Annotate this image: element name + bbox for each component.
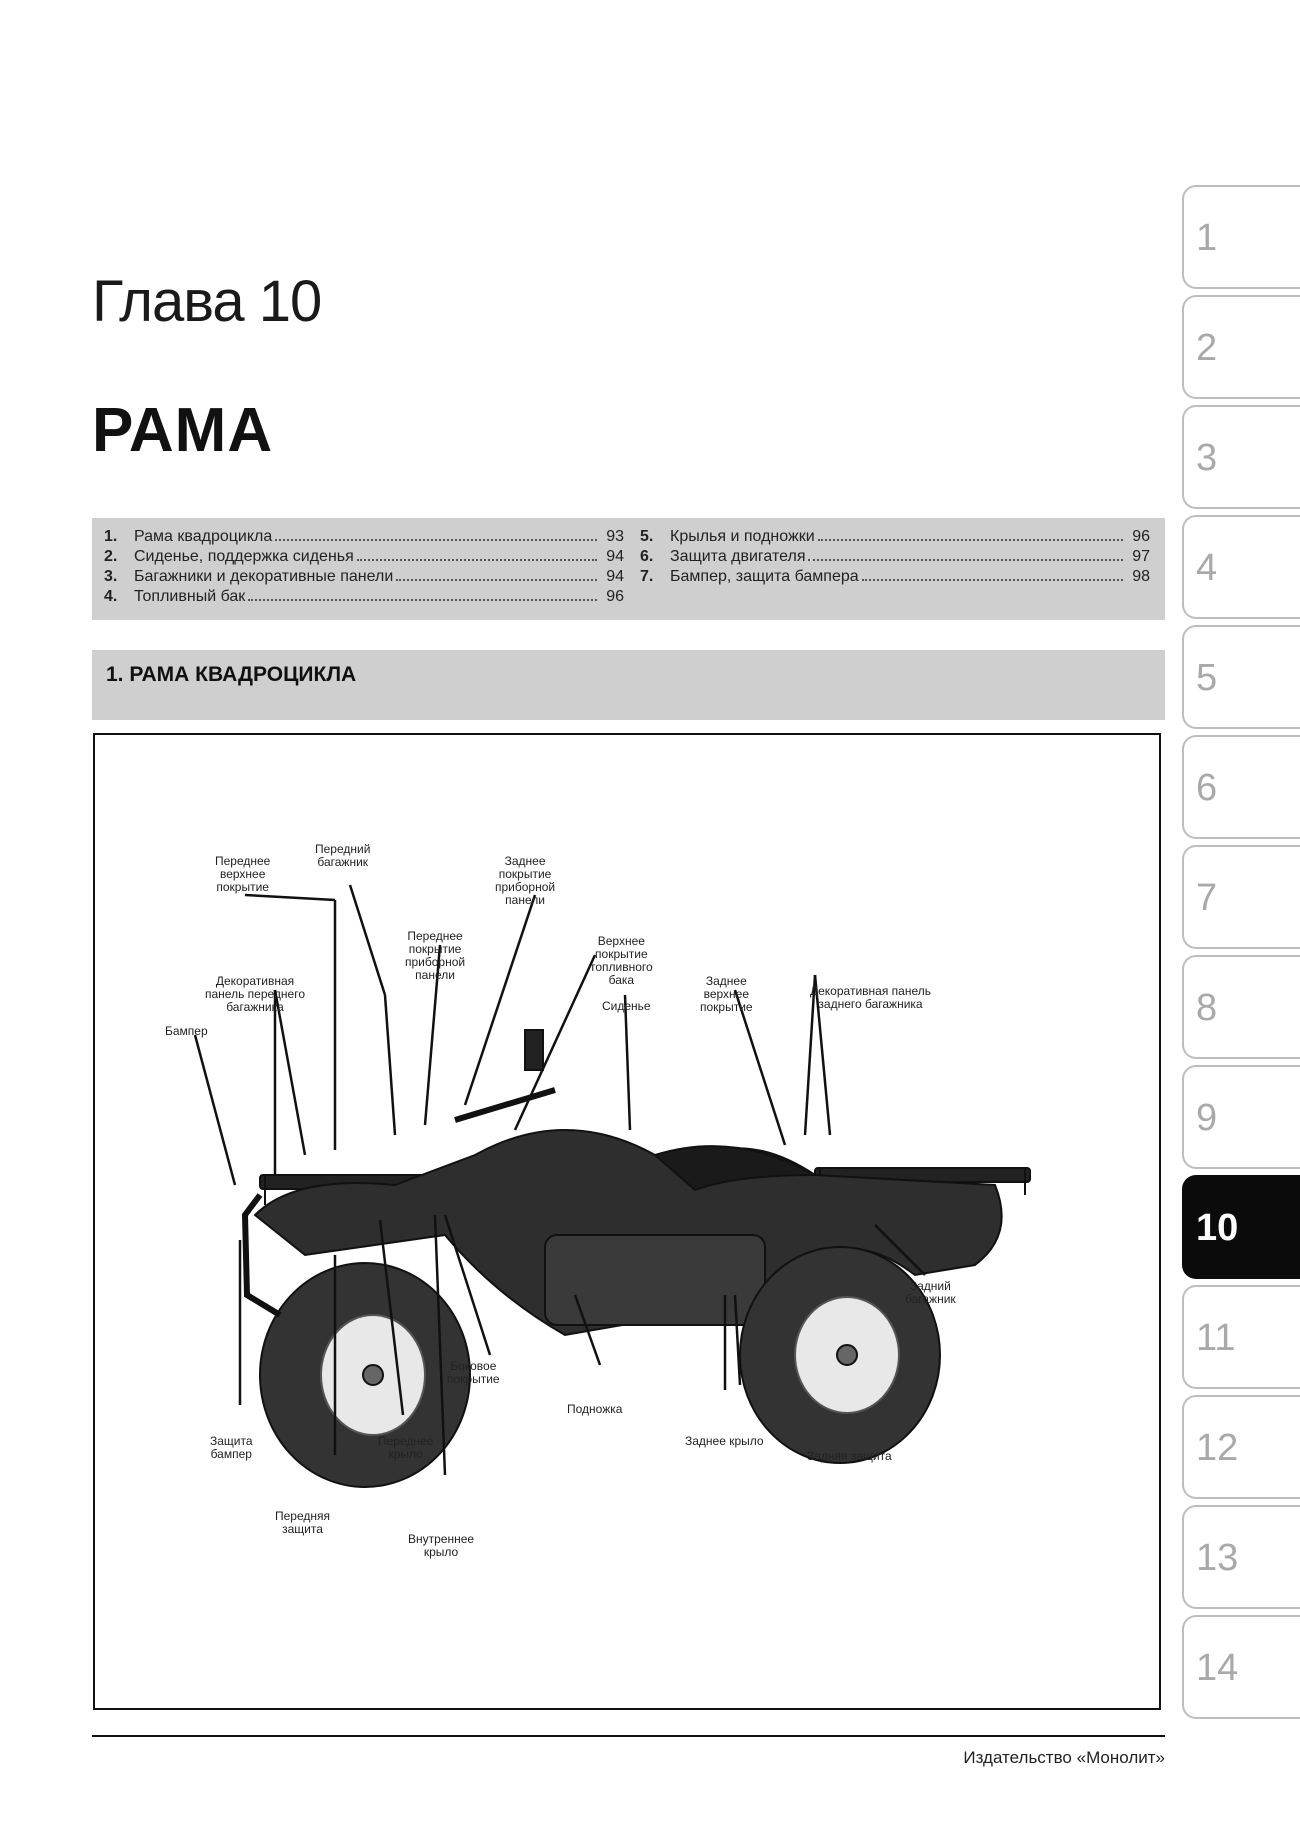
subsection-header [92,650,1165,720]
tab-label: 3 [1196,437,1218,479]
callout-front-guard: Передняя защита [275,1509,331,1536]
tab-label: 9 [1196,1097,1218,1139]
chapter-tab-9[interactable] [1182,1065,1300,1169]
callout-rear-rack-decor-panel: Декоративная панель заднего багажника [810,984,931,1011]
callout-bumper-guard: Защита бампер [210,1434,253,1461]
chapter-tab-2[interactable] [1182,295,1300,399]
chapter-tab-7[interactable] [1182,845,1300,949]
toc-page: 94 [606,568,624,585]
toc-leader [248,598,597,601]
tab-label: 8 [1196,987,1218,1029]
tab-label: 11 [1196,1317,1236,1359]
toc-entry[interactable] [640,568,1150,588]
callout-rear-upper-cover: Заднее верхнее покрытие [700,974,753,1014]
toc-leader [862,578,1123,581]
toc-entry[interactable] [640,548,1150,568]
toc-entry[interactable] [104,588,624,608]
callout-rear-rack: Задний багажник [905,1279,956,1306]
toc-entry[interactable] [104,568,624,588]
toc-column-right [640,528,1150,588]
callout-rear-guard: Задняя защита [807,1449,892,1463]
tab-label: 13 [1196,1537,1239,1579]
chapter-tab-11[interactable] [1182,1285,1300,1389]
toc-page: 96 [606,588,624,605]
chapter-tab-8[interactable] [1182,955,1300,1059]
toc-label: Крылья и подножки [670,528,815,545]
tab-label: 7 [1196,877,1218,919]
tab-label: 12 [1196,1427,1239,1469]
callout-side-cover: Боковое покрытие [447,1359,500,1386]
atv-figure [93,733,1161,1710]
toc-page: 94 [606,548,624,565]
toc-num: 5. [640,528,654,545]
callout-footrest: Подножка [567,1402,623,1416]
toc-leader [396,578,597,581]
toc-label: Топливный бак [134,588,246,605]
chapter-tab-10[interactable] [1182,1175,1300,1279]
tab-label: 5 [1196,657,1218,699]
toc-page: 96 [1132,528,1150,545]
tab-label: 14 [1196,1647,1239,1689]
table-of-contents [92,518,1165,620]
section-title: РАМА [92,396,274,465]
callout-inner-fender: Внутреннее крыло [408,1532,475,1559]
subsection-title: 1. РАМА КВАДРОЦИКЛА [106,663,357,686]
toc-page: 97 [1132,548,1150,565]
chapter-tab-12[interactable] [1182,1395,1300,1499]
toc-num: 6. [640,548,654,565]
chapter-tab-5[interactable] [1182,625,1300,729]
callout-front-fender: Переднее крыло [378,1434,434,1461]
toc-entry[interactable] [640,528,1150,548]
chapter-tab-1[interactable] [1182,185,1300,289]
toc-num: 1. [104,528,118,545]
toc-label: Бампер, защита бампера [670,568,859,585]
toc-page: 98 [1132,568,1150,585]
chapter-tab-6[interactable] [1182,735,1300,839]
chapter-title: Глава 10 [92,269,322,334]
toc-num: 3. [104,568,118,585]
toc-num: 2. [104,548,118,565]
toc-num: 4. [104,588,118,605]
callout-rear-dashboard-cover: Заднее покрытие приборной панели [495,854,556,907]
toc-page: 93 [606,528,624,545]
callout-front-rack: Передний багажник [315,842,371,869]
tab-label: 4 [1196,547,1218,589]
toc-label: Защита двигателя [670,548,806,565]
callout-front-upper-cover: Переднее верхнее покрытие [215,854,271,894]
toc-label: Сиденье, поддержка сиденья [134,548,354,565]
tab-label: 10 [1196,1207,1239,1249]
footer-publisher: Издательство «Монолит» [963,1748,1165,1767]
tab-label: 6 [1196,767,1218,809]
toc-leader [818,538,1123,541]
toc-leader [357,558,597,561]
callout-front-dashboard-cover: Переднее покрытие приборной панели [405,929,466,982]
callout-bumper: Бампер [165,1024,208,1038]
footer-divider [92,1735,1165,1737]
toc-label: Рама квадроцикла [134,528,273,545]
toc-leader [808,558,1123,561]
toc-entry[interactable] [104,528,624,548]
tab-label: 1 [1196,217,1218,259]
toc-entry[interactable] [104,548,624,568]
chapter-tab-13[interactable] [1182,1505,1300,1609]
toc-column-left [104,528,624,608]
callout-rear-fender: Заднее крыло [685,1434,764,1448]
chapter-tab-4[interactable] [1182,515,1300,619]
callout-front-rack-decor-panel: Декоративная панель переднего багажника [205,974,306,1014]
callout-fuel-tank-top-cover: Верхнее покрытие топливного бака [590,934,653,987]
chapter-tab-14[interactable] [1182,1615,1300,1719]
callout-seat: Сиденье [602,999,651,1013]
toc-leader [275,538,597,541]
chapter-tab-3[interactable] [1182,405,1300,509]
tab-label: 2 [1196,327,1218,369]
toc-label: Багажники и декоративные панели [134,568,394,585]
toc-num: 7. [640,568,654,585]
